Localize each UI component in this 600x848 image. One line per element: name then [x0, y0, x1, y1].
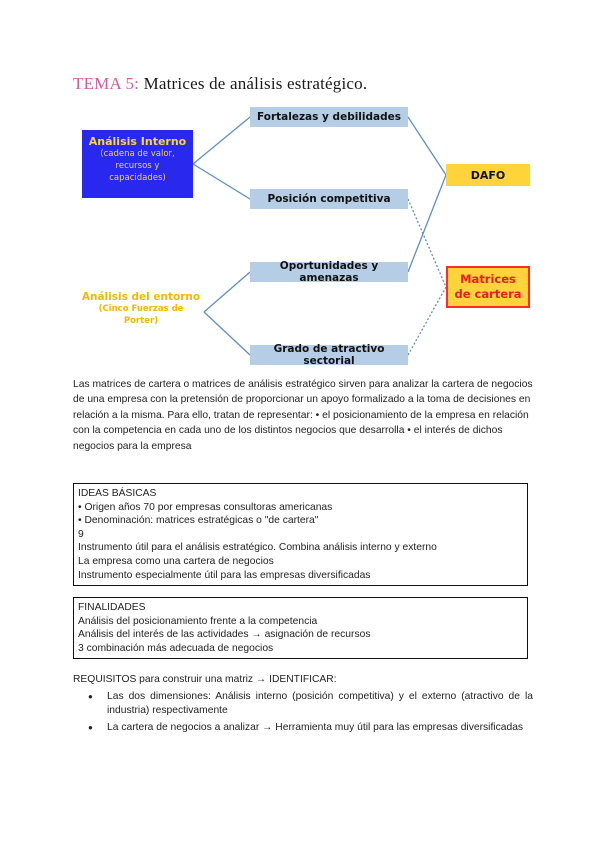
finalidades-line: Análisis del interés de las actividades → asignación de recursos: [78, 629, 371, 641]
connector-external-attractiveness: [204, 312, 250, 355]
portfolio-matrices-line1: Matrices: [460, 272, 516, 286]
finalidades-box: [73, 597, 528, 659]
ideas-line: Instrumento útil para el análisis estratégico. Combina análisis interno y externo: [78, 542, 437, 554]
requisitos-item: ● La cartera de negocios a analizar → Herramienta muy útil para las empresas diversificadas: [107, 721, 533, 735]
external-analysis-sub: (Cinco Fuerzas de Porter): [98, 304, 184, 326]
dafo-box: DAFO: [446, 164, 530, 186]
strategic-analysis-diagram: [0, 0, 600, 380]
external-analysis-heading: Análisis del entorno: [81, 291, 201, 303]
portfolio-matrices-box: [446, 266, 530, 308]
internal-analysis-heading: Análisis Interno: [88, 135, 187, 148]
finalidades-heading: FINALIDADES: [78, 602, 146, 613]
connector-opportunities-dafo: [408, 175, 446, 272]
requisitos-item: ● Las dos dimensiones: Análisis interno (posición competitiva) y el externo (atractivo de la industria) respectivamente: [107, 690, 533, 718]
ideas-basicas-heading: IDEAS BÁSICAS: [78, 488, 157, 499]
connector-internal-strengths: [193, 117, 250, 164]
internal-analysis-sub: (cadena de valor, recursos y capacidades): [100, 149, 175, 183]
ideas-line: • Origen años 70 por empresas consultoras americanas: [78, 501, 333, 513]
connector-external-opportunities: [204, 272, 250, 312]
internal-analysis-box: [82, 130, 193, 198]
external-analysis-label: [78, 291, 204, 327]
finalidades-line: 3 combinación más adecuada de negocios: [78, 642, 274, 654]
portfolio-matrices-line2: de cartera: [454, 287, 522, 301]
ideas-basicas-box: [73, 483, 528, 586]
connector-strengths-dafo: [408, 117, 446, 175]
ideas-line: La empresa como una cartera de negocios: [78, 555, 274, 567]
finalidades-line: Análisis del posicionamiento frente a la competencia: [78, 615, 318, 627]
intro-paragraph: Las matrices de cartera o matrices de análisis estratégico sirven para analizar la cartera de negocios de una empresa con la pretensión de proporcionar un apoyo formalizado a la toma de decisiones en relación a la misma. Para ello, tratan de representar: • el posicionamiento de la empresa en relación con la competencia en cada uno de los distintos negocios que desarrolla • el interés de dichos negocios para la empresa: [73, 379, 533, 452]
title-text: Matrices de análisis estratégico.: [143, 74, 368, 93]
requisitos-heading: REQUISITOS para construir una matriz → IDENTIFICAR:: [73, 674, 337, 685]
node-strengths-weaknesses: Fortalezas y debilidades: [250, 107, 408, 127]
ideas-line: 9: [78, 528, 84, 540]
requisitos-section: [73, 673, 533, 738]
ideas-line: • Denominación: matrices estratégicas o "de cartera": [78, 515, 319, 527]
connector-position-matrices: [408, 199, 446, 287]
connector-attractiveness-matrices: [408, 287, 446, 355]
connector-internal-position: [193, 164, 250, 199]
ideas-line: Instrumento especialmente útil para las empresas diversificadas: [78, 569, 371, 581]
node-opportunities-threats: Oportunidades y amenazas: [250, 262, 408, 282]
title-number: TEMA 5:: [73, 74, 140, 93]
requisitos-list: [73, 690, 533, 735]
node-competitive-position: Posición competitiva: [250, 189, 408, 209]
node-sector-attractiveness: Grado de atractivo sectorial: [250, 345, 408, 365]
